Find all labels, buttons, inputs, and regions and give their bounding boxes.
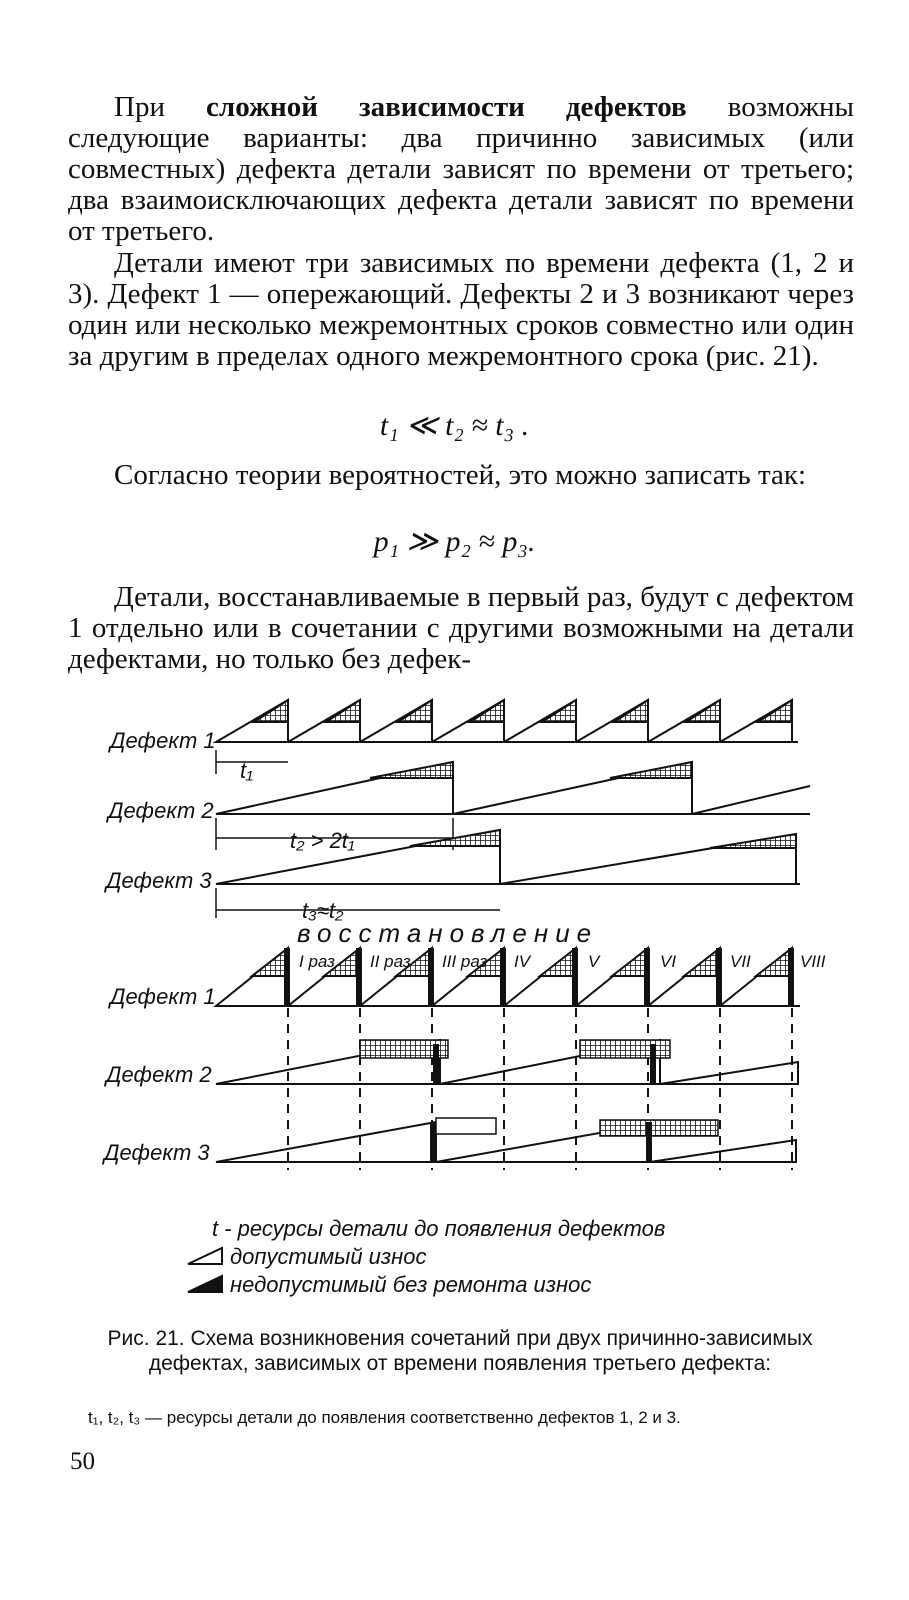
paragraph-1: При сложной зависимости дефектов возможны следующие варианты: два причинно зависимых (или совместных) дефекта детали зависят по времени от третьего; два взаимоисключающих дефекта детали зависят по времени от третьего. (68, 91, 855, 247)
restoration-2: II раз (370, 952, 411, 971)
restoration-bar (428, 948, 434, 1006)
restoration-bar (433, 1044, 439, 1084)
legend-allowable (186, 1242, 665, 1270)
defect1-top-hatch (542, 700, 576, 722)
defect3-bottom-hatch (600, 1120, 718, 1136)
restoration-bar (572, 948, 578, 1006)
restoration-bar (430, 1122, 436, 1162)
dim-t1: t₁ (240, 758, 254, 783)
restoration-4: IV (514, 952, 531, 971)
defect1-top-hatch (470, 700, 504, 722)
defect2-top-hatch (610, 762, 692, 778)
restoration-bar (646, 1122, 652, 1162)
defect1-bottom-hatch (612, 948, 648, 976)
formula-time: t₁ ≪ t₂ ≈ t₃ . (379, 409, 530, 442)
label-defect-1-top: Дефект 1 (110, 728, 216, 753)
label-defect-1-bottom: Дефект 1 (110, 984, 216, 1009)
restoration-bar (356, 948, 362, 1006)
formula-probability: p₁ ≫ p₂ ≈ p₃. (373, 525, 536, 558)
restoration-7: VII (730, 952, 751, 971)
defect2-top-ramp-partial (692, 786, 810, 814)
legend-unallowable (186, 1270, 665, 1298)
dim-t2: t₂ > 2t₁ (290, 828, 355, 853)
defect1-bottom-hatch (684, 948, 720, 976)
defect3-bottom-ramp (216, 1122, 436, 1162)
label-defect-3-top: Дефект 3 (106, 868, 212, 893)
figure-caption: Рис. 21. Схема возникновения сочетаний при двух причинно-зависимых дефектах, зависимых от времени появления третьего дефекта: (107, 1327, 813, 1375)
defect1-bottom-hatch (540, 948, 576, 976)
defect1-bottom-hatch (756, 948, 792, 976)
legend-line-1: t - ресурсы детали до появления дефектов (212, 1215, 666, 1241)
defect2-bottom-hatch (580, 1040, 670, 1058)
restoration-bar (500, 948, 506, 1006)
defect1-top-hatch (686, 700, 720, 722)
restoration-bar (716, 948, 722, 1006)
label-defect-3-bottom: Дефект 3 (104, 1140, 210, 1165)
defect1-top-hatch (398, 700, 432, 722)
restoration-6: VI (660, 952, 677, 971)
restoration-bar (644, 948, 650, 1006)
defect1-top-hatch (254, 700, 288, 722)
legend-line-2: допустимый износ (230, 1243, 427, 1269)
restoration-bar (650, 1044, 656, 1084)
paragraph-2: Детали имеют три зависимых по времени дефекта (1, 2 и 3). Дефект 1 — опережающий. Дефекты 2 и 3 возникают через один или несколько межремонтных сроков совместно или один за другим в пределах одного межремонтного срока (рис. 21). (68, 247, 854, 372)
defect1-top-hatch (614, 700, 648, 722)
figure-caption-note: t₁, t₂, t₃ — ресурсы детали до появления соответственно дефектов 1, 2 и 3. (88, 1408, 681, 1427)
paragraph-3: Согласно теории вероятностей, это можно записать так: (114, 459, 807, 491)
bold-term: сложной зависимости дефектов (206, 91, 687, 123)
defect2-bottom-ramp-partial (660, 1062, 798, 1084)
restoration-1: I раз (299, 952, 335, 971)
defect3-top-hatch (710, 834, 796, 848)
defect1-top-hatch (758, 700, 792, 722)
restoration-5: V (588, 952, 600, 971)
legend-resource (186, 1214, 665, 1242)
dim-t3: t₃≈t₂ (302, 898, 344, 923)
legend-line-3: недопустимый без ремонта износ (230, 1271, 592, 1297)
paragraph-4: Детали, восстанавливаемые в первый раз, будут с дефектом 1 отдельно или в сочетании с другими возможными на детали дефектами, но только без дефек- (68, 581, 854, 675)
defect2-top-hatch (370, 762, 453, 778)
legend (186, 1214, 665, 1298)
open-triangle-icon (186, 1246, 224, 1266)
defect-diagram (0, 690, 909, 1210)
restoration-3: III раз (442, 952, 488, 971)
restoration-heading: восстановление (297, 918, 599, 948)
restoration-8: VIII (800, 952, 826, 971)
restoration-bar (788, 948, 794, 1006)
hatched-triangle-icon (186, 1274, 224, 1294)
defect1-top-hatch (326, 700, 360, 722)
defect3-bottom-box (436, 1118, 496, 1134)
label-defect-2-bottom: Дефект 2 (106, 1062, 212, 1087)
defect1-bottom-hatch (252, 948, 288, 976)
restoration-bar (284, 948, 290, 1006)
page-number: 50 (70, 1448, 95, 1475)
defect3-bottom-ramp-partial (650, 1140, 796, 1162)
label-defect-2-top: Дефект 2 (108, 798, 214, 823)
